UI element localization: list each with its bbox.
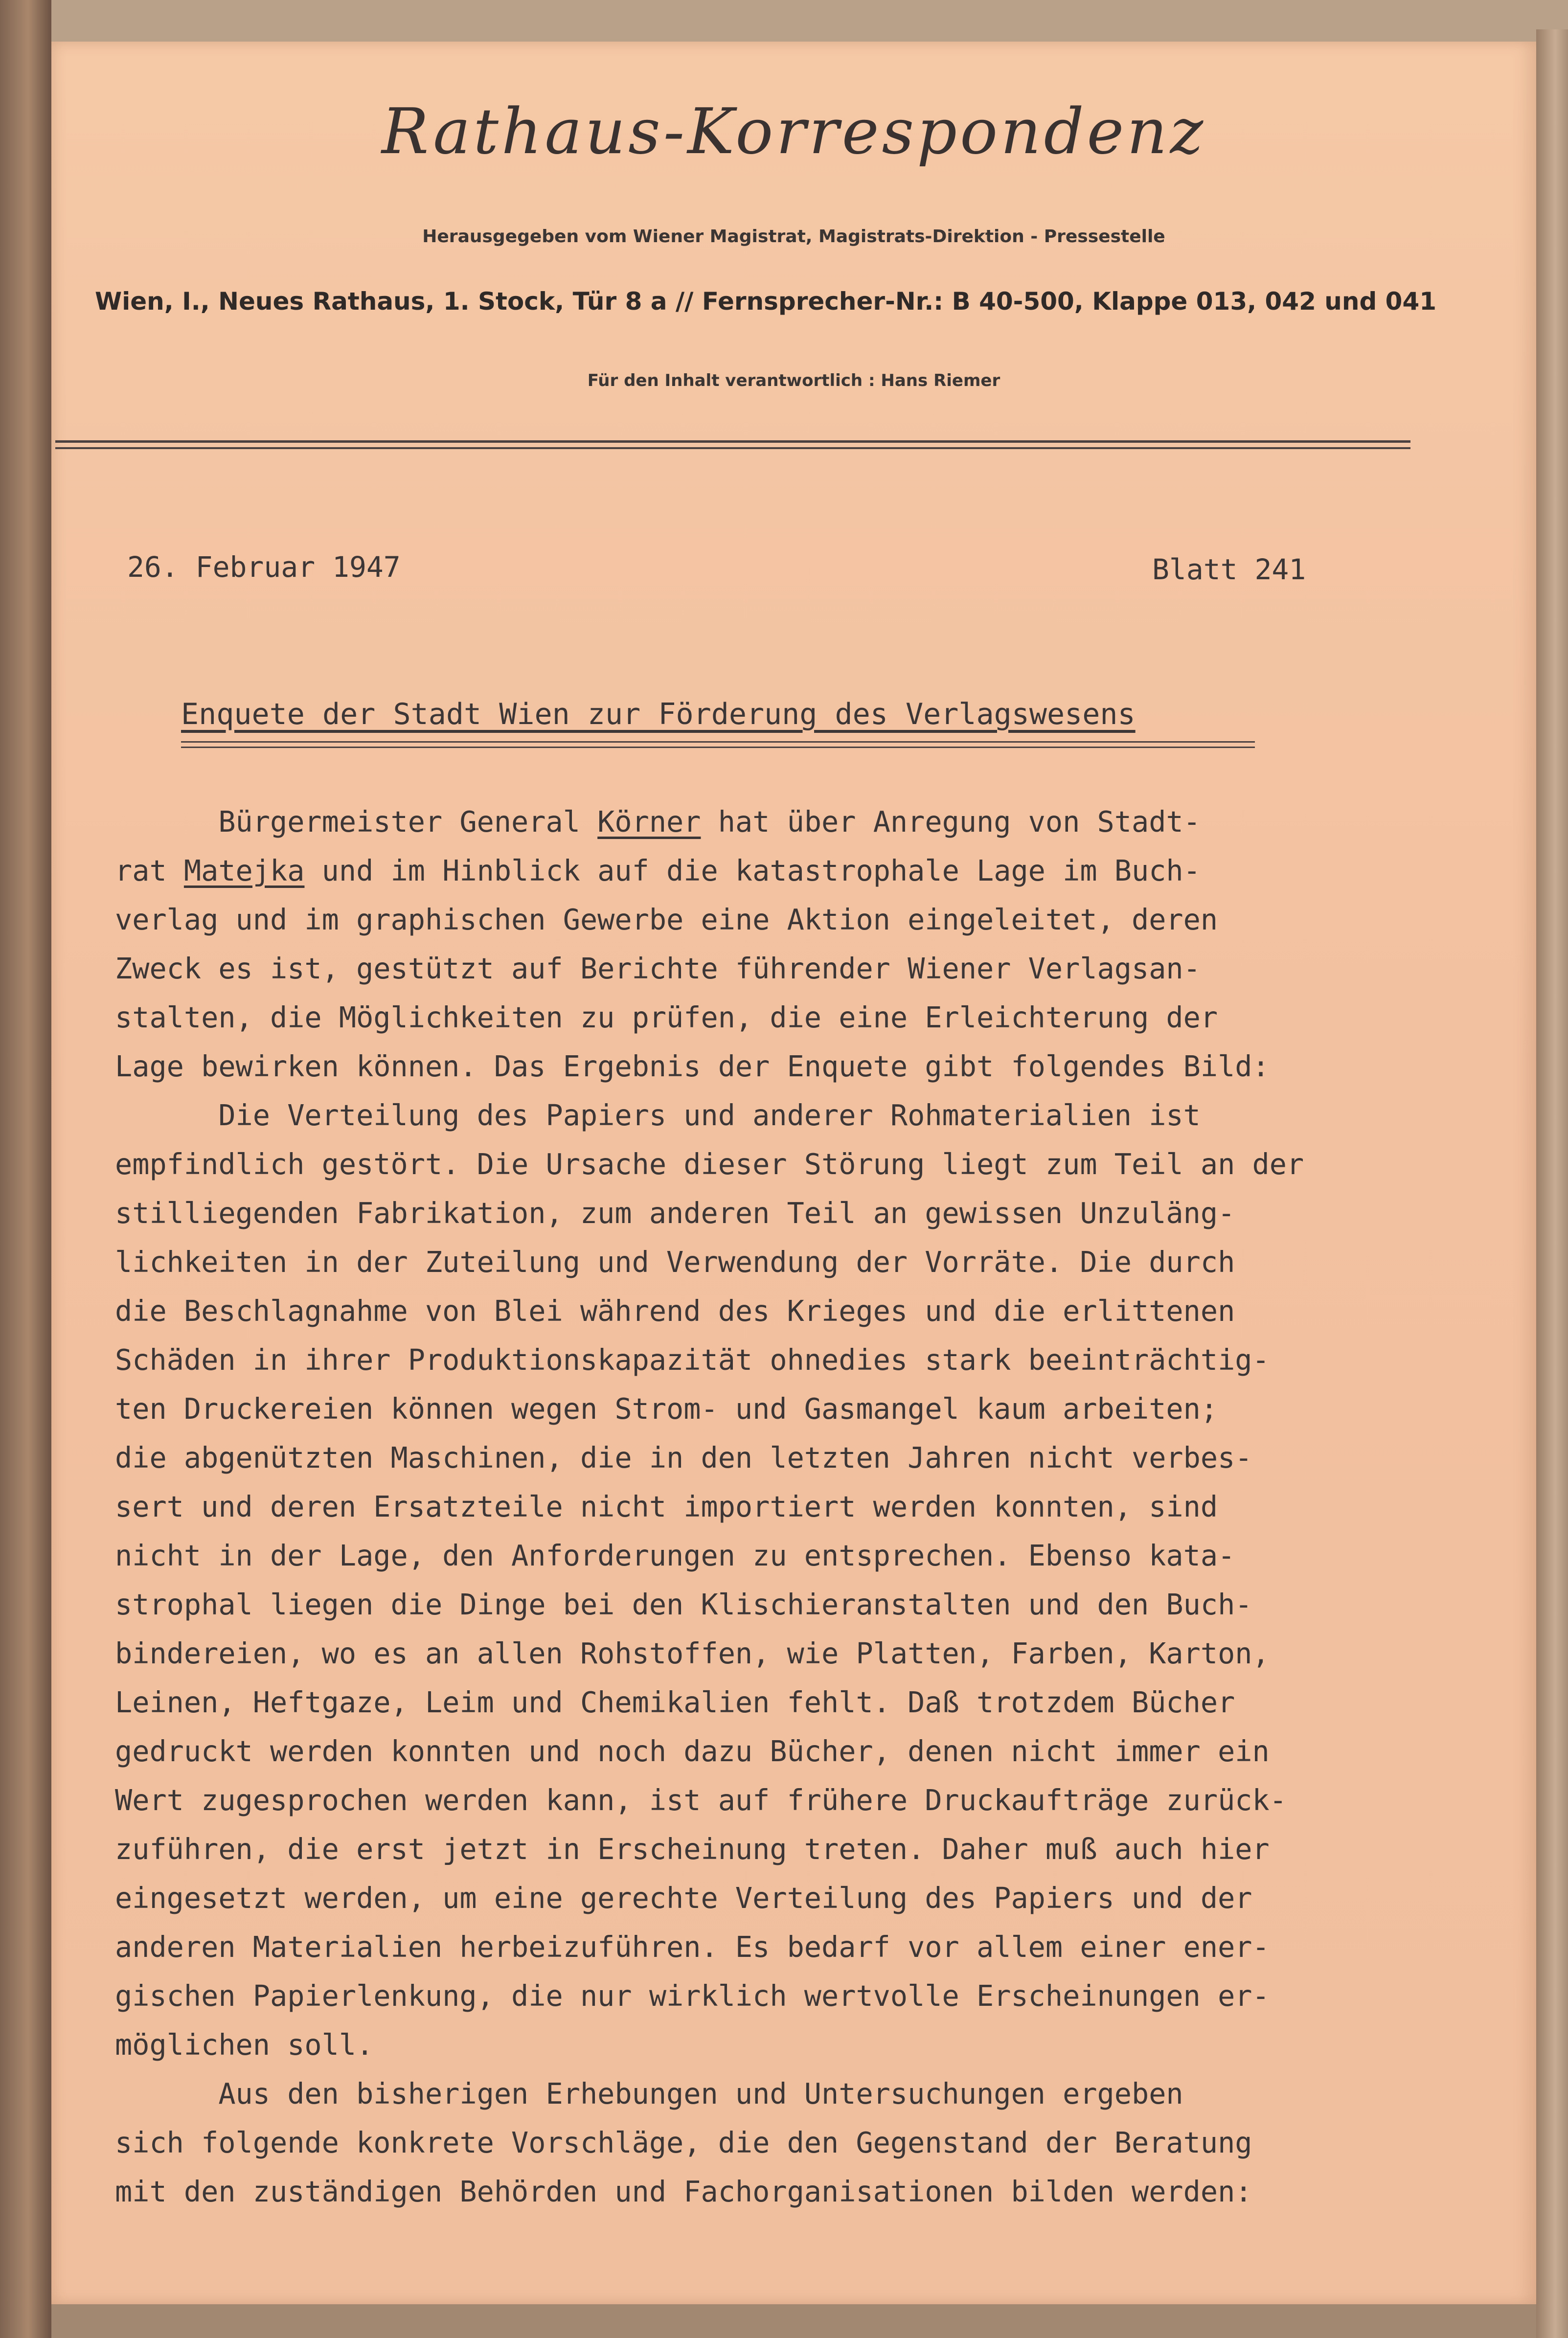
masthead-title: Rathaus-Korrespondenz (381, 95, 1206, 168)
article-line (115, 1580, 1524, 1629)
article-line (115, 993, 1524, 1042)
article-line (115, 1385, 1524, 1433)
page-bottom-edge (51, 2304, 1536, 2338)
sheet-number: Blatt 241 (1152, 553, 1306, 586)
article-line (115, 2069, 1524, 2118)
line-text: bindereien, wo es an allen Rohstoffen, wie Platten, Farben, Karton, (115, 1637, 1270, 1670)
line-text: Leinen, Heftgaze, Leim und Chemikalien fehlt. Daß trotzdem Bücher (115, 1686, 1235, 1719)
line-text: Bürgermeister General (115, 805, 598, 839)
line-text: Wert zugesprochen werden kann, ist auf frühere Druckaufträge zurück- (115, 1784, 1287, 1817)
article-line (115, 1482, 1524, 1531)
article-line (115, 1629, 1524, 1678)
line-text: die Beschlagnahme von Blei während des Krieges und die erlittenen (115, 1294, 1235, 1328)
article-line (115, 944, 1524, 993)
article-line (115, 2020, 1524, 2069)
line-text: mit den zuständigen Behörden und Fachorganisationen bilden werden: (115, 2175, 1252, 2208)
line-text: die abgenützten Maschinen, die in den letzten Jahren nicht verbes- (115, 1441, 1252, 1475)
line-text: eingesetzt werden, um eine gerechte Verteilung des Papiers und der (115, 1882, 1252, 1915)
underlined-name: Matejka (183, 854, 305, 887)
article-line (115, 1433, 1524, 1482)
masthead-rule (55, 440, 1410, 449)
line-text: hat über Anregung von Stadt- (701, 805, 1201, 839)
article-line (115, 895, 1524, 944)
article-line (115, 1776, 1524, 1825)
line-text: zuführen, die erst jetzt in Erscheinung treten. Daher muß auch hier (115, 1833, 1270, 1866)
document-date: 26. Februar 1947 (127, 550, 401, 584)
article-line (115, 1336, 1524, 1385)
line-text: gedruckt werden konnten und noch dazu Bücher, denen nicht immer ein (115, 1735, 1270, 1768)
article-line (115, 2167, 1524, 2216)
line-text: strophal liegen die Dinge bei den Klischieranstalten und den Buch- (115, 1588, 1252, 1621)
article-line (115, 1972, 1524, 2020)
article-line (115, 1189, 1524, 1238)
article-line (115, 1678, 1524, 1727)
article-line (115, 1091, 1524, 1140)
line-text: Aus den bisherigen Erhebungen und Untersuchungen ergeben (115, 2077, 1183, 2111)
book-binding (0, 0, 51, 2338)
line-text: stalten, die Möglichkeiten zu prüfen, die eine Erleichterung der (115, 1001, 1218, 1034)
article-line (115, 2118, 1524, 2167)
line-text: sich folgende konkrete Vorschläge, die den Gegenstand der Beratung (115, 2126, 1252, 2159)
line-text: anderen Materialien herbeizuführen. Es bedarf vor allem einer ener- (115, 1930, 1270, 1964)
line-text: nicht in der Lage, den Anforderungen zu entsprechen. Ebenso kata- (115, 1539, 1235, 1572)
line-text: verlag und im graphischen Gewerbe eine Aktion eingeleitet, deren (115, 903, 1218, 936)
article-line (115, 1727, 1524, 1776)
masthead-publisher: Herausgegeben vom Wiener Magistrat, Magistrats-Direktion - Pressestelle (422, 227, 1165, 247)
masthead-responsible: Für den Inhalt verantwortlich : Hans Riemer (587, 371, 1000, 390)
page-edge (1536, 29, 1568, 2338)
article-line (115, 1874, 1524, 1923)
article-body (115, 797, 1524, 2216)
line-text: Die Verteilung des Papiers und anderer Rohmaterialien ist (115, 1099, 1201, 1132)
document-sheet (51, 42, 1536, 2304)
line-text: gischen Papierlenkung, die nur wirklich wertvolle Erscheinungen er- (115, 1979, 1270, 2013)
line-text: empfindlich gestört. Die Ursache dieser Störung liegt zum Teil an der (115, 1148, 1304, 1181)
article-line (115, 1140, 1524, 1189)
line-text: Zweck es ist, gestützt auf Berichte führender Wiener Verlagsan- (115, 952, 1201, 985)
article-line (115, 846, 1524, 895)
article-line (115, 1923, 1524, 1972)
article-line (115, 797, 1524, 846)
line-text: sert und deren Ersatzteile nicht importiert werden konnten, sind (115, 1490, 1218, 1523)
article-line (115, 1042, 1524, 1091)
article-line (115, 1825, 1524, 1874)
article-line (115, 1238, 1524, 1287)
line-text: ten Druckereien können wegen Strom- und Gasmangel kaum arbeiten; (115, 1392, 1218, 1426)
line-text: Schäden in ihrer Produktionskapazität ohnedies stark beeinträchtig- (115, 1343, 1270, 1377)
line-text: möglichen soll. (115, 2028, 374, 2062)
line-text: Lage bewirken können. Das Ergebnis der Enquete gibt folgendes Bild: (115, 1050, 1270, 1083)
line-text: rat (115, 854, 184, 887)
heading-double-rule (181, 741, 1255, 748)
article-heading: Enquete der Stadt Wien zur Förderung des Verlagswesens (181, 697, 1136, 731)
line-text: stilliegenden Fabrikation, zum anderen Teil an gewissen Unzuläng- (115, 1197, 1235, 1230)
article-line (115, 1287, 1524, 1336)
masthead-address: Wien, I., Neues Rathaus, 1. Stock, Tür 8 a // Fernsprecher-Nr.: B 40-500, Klappe 013, 042 und 041 (94, 287, 1437, 316)
line-text: und im Hinblick auf die katastrophale Lage im Buch- (304, 854, 1201, 887)
underlined-name: Körner (597, 805, 701, 839)
article-line (115, 1531, 1524, 1580)
line-text: lichkeiten in der Zuteilung und Verwendung der Vorräte. Die durch (115, 1246, 1235, 1279)
